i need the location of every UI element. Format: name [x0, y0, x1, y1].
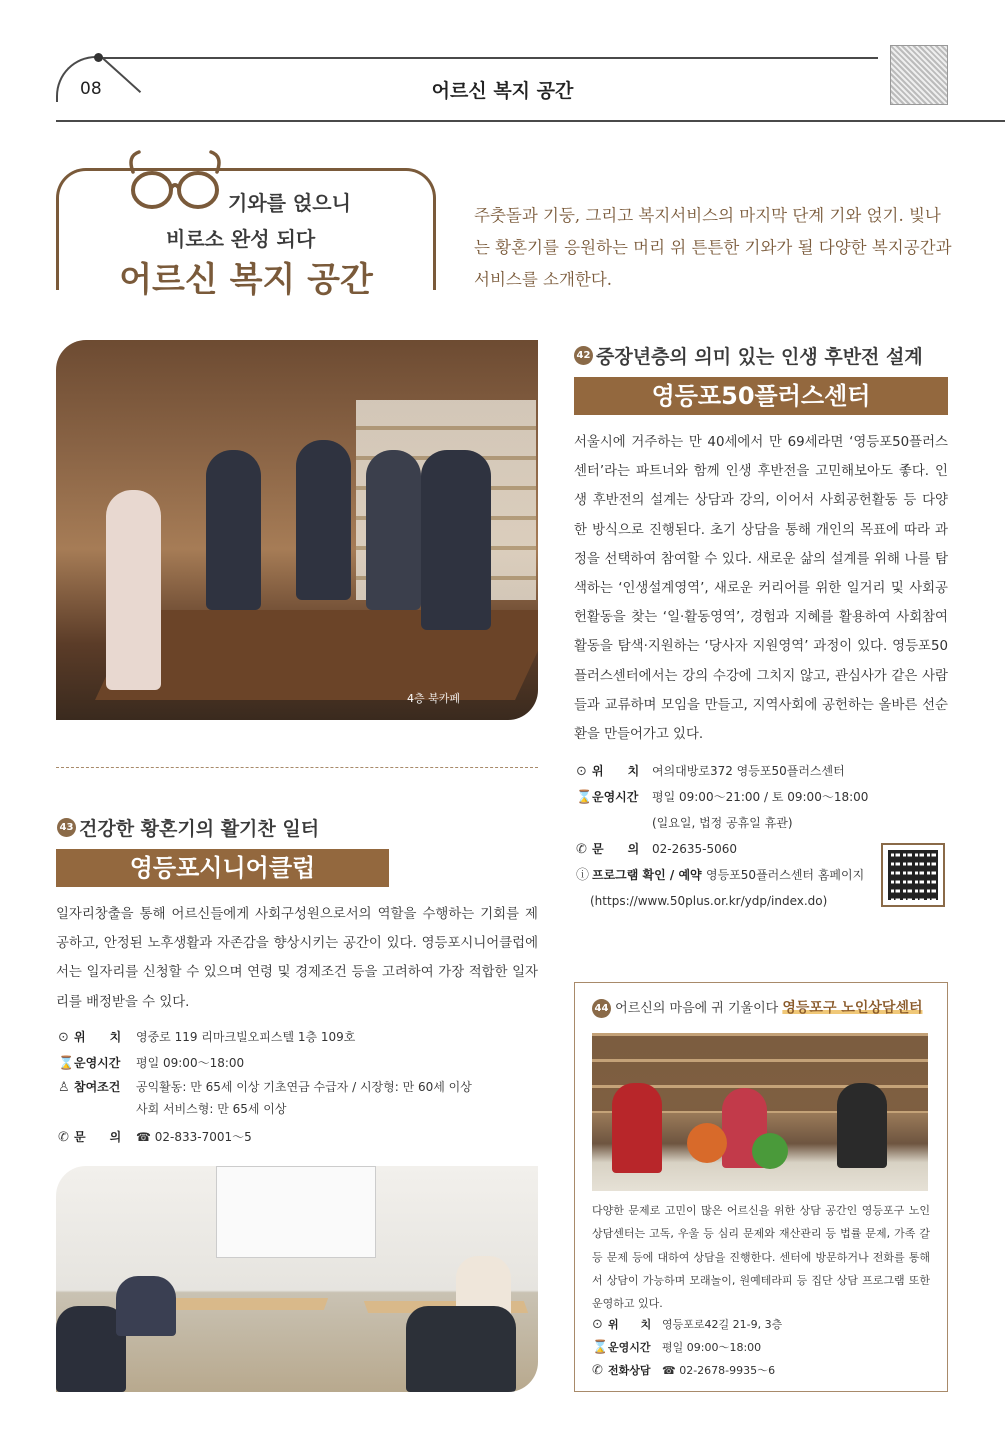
section42-subtitle-text: 중장년층의 의미 있는 인생 후반전 설계 [596, 346, 923, 368]
senior-club-photo [56, 1166, 538, 1392]
header-dot [94, 53, 103, 62]
location-pin-icon: ⊙ [58, 1030, 69, 1045]
info-eligibility: ♙ 참여조건 공익활동: 만 65세 이상 기초연금 수급자 / 시장형: 만 60세 이상 [58, 1076, 528, 1098]
info-eligibility2: 사회 서비스형: 만 65세 이상 [136, 1102, 287, 1116]
section42-name: 영등포50플러스센터 [574, 377, 948, 415]
hourglass-icon: ⌛ [592, 1340, 609, 1355]
info-location: ⊙ 위 치 여의대방로372 영등포50플러스센터 [576, 758, 876, 784]
dashed-divider [56, 767, 538, 768]
location-pin-icon: ⊙ [576, 764, 587, 779]
section44-number: 44 [592, 999, 611, 1018]
qr-code-icon[interactable] [881, 843, 945, 907]
header-slash [103, 58, 141, 93]
info-hours: ⌛운영시간 평일 09:00～21:00 / 토 09:00～18:00 [576, 784, 876, 810]
section43-body: 일자리창출을 통해 어르신들에게 사회구성원으로서의 역할을 수행하는 기회를 제공하고, 안정된 노후생활과 자존감을 향상시키는 공간이 있다. 영등포시니어클럽에서는 일자리를 신청할 수 있으며 연령 및 경제조건 등을 고려하여 가장 적합한 일자리를 배정받을 수 있다. [56, 907, 538, 1010]
person-shape [206, 450, 261, 610]
photo-caption: 4층 북카페 [407, 692, 460, 705]
phone-icon: ✆ [58, 1130, 69, 1145]
page-number: 08 [80, 79, 102, 99]
person-shape [106, 490, 161, 690]
section44-lead: 어르신의 마음에 귀 기울이다 [615, 1001, 779, 1016]
section42-number: 42 [574, 346, 593, 365]
counseling-center-photo [592, 1033, 928, 1191]
section44-body: 다양한 문제로 고민이 많은 어르신을 위한 상담 공간인 영등포구 노인상담센터는 고독, 우울 등 심리 문제와 재산관리 등 법률 문제, 가족 갈등 문제 등에 대하여 상담을 진행한다. 센터에 방문하거나 전화를 통해서 상담이 가능하며 모래놀이, 원예테라피 등 집단 상담 프로그램 또한 운영하고 있다. [592, 1204, 930, 1311]
info-hours: ⌛운영시간 평일 09:00～18:00 [58, 1050, 528, 1076]
tree-shape [687, 1123, 727, 1163]
person-shape [421, 450, 491, 630]
section43-subtitle [57, 814, 319, 841]
hero-line2: 비로소 완성 되다 [166, 227, 316, 251]
hourglass-icon: ⌛ [58, 1056, 75, 1071]
section44-info [592, 1313, 932, 1382]
info-icon: ⓘ [576, 868, 590, 883]
hero-line1: 기와를 얹으니 [228, 191, 351, 215]
person-shape [366, 450, 421, 610]
header-top-line [100, 57, 878, 59]
section44-heading [592, 997, 923, 1018]
bookcafe-photo [56, 340, 538, 720]
person-shape [116, 1276, 176, 1336]
section42-body: 서울시에 거주하는 만 40세에서 만 69세라면 ‘영등포50플러스센터’라는 파트너와 함께 인생 후반전을 고민해보아도 좋다. 인생 후반전의 설계는 상담과 강의, 이어서 사회공헌활동 등 다양한 방식으로 진행된다. 초기 상담을 통해 개인의 목표에 따라 과정을 선택하여 참여할 수 있다. 새로운 삶의 설계를 위해 나를 탐색하는 ‘인생설계영역’, 새로운 커리어를 위한 일거리 및 사회공헌활동을 찾는 ‘일·활동영역’, 경험과 지혜를 활용하여 사회참여활동을 탐색·지원하는 ‘당사자 지원영역’ 과정이 있다. 영등포50플러스센터에서는 강의 수강에 그치지 않고, 관심사가 같은 사람들과 교류하며 모임을 만들고, 지역사회에 공헌하는 올바른 선순환을 만들어가고 있다. [574, 435, 948, 743]
section43-number: 43 [57, 818, 76, 837]
person-icon: ♙ [58, 1080, 70, 1095]
glasses-icon [125, 150, 225, 214]
projector-screen [216, 1166, 376, 1258]
person-shape [406, 1306, 516, 1392]
info-contact: ✆ 문 의 ☎ 02-833-7001～5 [58, 1124, 528, 1150]
section43-subtitle-text: 건강한 황혼기의 활기찬 일터 [79, 818, 320, 840]
section42-subtitle [574, 342, 923, 369]
hourglass-icon: ⌛ [576, 790, 593, 805]
info-contact: ✆ 전화상담 ☎ 02-2678-9935～6 [592, 1359, 932, 1382]
location-pin-icon: ⊙ [592, 1317, 603, 1332]
section43-name: 영등포시니어클럽 [56, 849, 389, 887]
header-pattern-block [890, 45, 948, 105]
header-title: 어르신 복지 공간 [431, 80, 574, 102]
phone-icon: ✆ [576, 842, 587, 857]
section44-name: 영등포구 노인상담센터 [782, 1000, 923, 1016]
info-program: ⓘ 프로그램 확인 / 예약 영등포50플러스센터 홈페이지 [576, 862, 876, 888]
info-hours-note: (일요일, 법정 공휴일 휴관) [652, 816, 793, 830]
phone-icon: ✆ [592, 1363, 603, 1378]
section42-info [576, 758, 876, 914]
person-shape [612, 1083, 662, 1173]
person-shape [296, 440, 351, 600]
info-hours: ⌛운영시간 평일 09:00～18:00 [592, 1336, 932, 1359]
hero-intro: 주춧돌과 기둥, 그리고 복지서비스의 마지막 단계 기와 얹기. 빛나는 황혼기를 응원하는 머리 위 튼튼한 기와가 될 다양한 복지공간과 서비스를 소개한다. [474, 206, 952, 289]
info-location: ⊙ 위 치 영등포로42길 21-9, 3층 [592, 1313, 932, 1336]
person-shape [837, 1083, 887, 1168]
info-url[interactable]: (https://www.50plus.or.kr/ydp/index.do) [590, 894, 828, 908]
tree-shape [752, 1133, 788, 1169]
header-rule [56, 120, 1005, 122]
info-location: ⊙ 위 치 영중로 119 리마크빌오피스텔 1층 109호 [58, 1024, 528, 1050]
info-contact: ✆ 문 의 02-2635-5060 [576, 836, 876, 862]
hero-title: 어르신 복지 공간 [119, 260, 373, 300]
section43-info [58, 1024, 528, 1150]
